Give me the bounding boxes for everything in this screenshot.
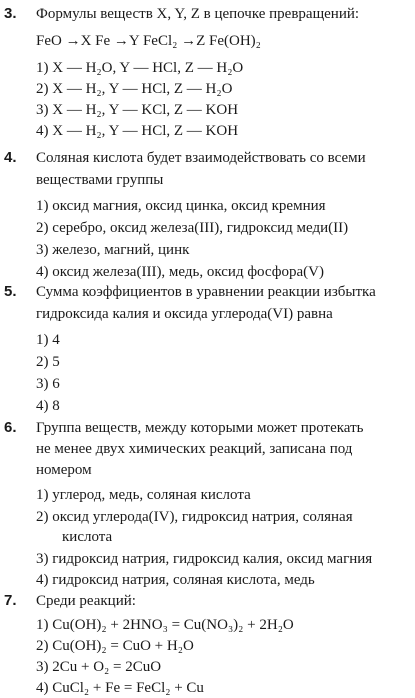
reaction-equation: 3) 2Cu + O₂ = 2CuO: [36, 659, 162, 675]
answer-option: 1) оксид магния, оксид цинка, оксид кремния: [36, 198, 326, 214]
answer-option: 1) углерод, медь, соляная кислота: [36, 487, 251, 503]
question-number: 5.: [4, 283, 17, 300]
question-stem: гидроксида калия и оксида углерода(VI) равна: [36, 306, 333, 322]
answer-option: 1) X — H₂O, Y — HCl, Z — H₂O: [36, 60, 244, 76]
answer-option: 3) X — H₂, Y — KCl, Z — KOH: [36, 102, 239, 118]
reaction-equation: 2) Cu(OH)₂ = CuO + H₂O: [36, 638, 194, 654]
answer-option: 2) оксид углерода(IV), гидроксид натрия, соляная: [36, 509, 353, 525]
question-number: 3.: [4, 5, 17, 22]
question-stem: номером: [36, 462, 92, 478]
answer-option: 2) X — H₂, Y — HCl, Z — H₂O: [36, 81, 233, 97]
reaction-equation: 4) CuCl₂ + Fe = FeCl₂ + Cu: [36, 680, 204, 696]
answer-option: 3) гидроксид натрия, гидроксид калия, оксид магния: [36, 551, 373, 567]
answer-option: 1) 4: [36, 332, 60, 348]
answer-option-continuation: кислота: [62, 529, 113, 545]
question-stem: веществами группы: [36, 172, 164, 188]
answer-option: 4) оксид железа(III), медь, оксид фосфора(V): [36, 264, 324, 280]
question-number: 7.: [4, 592, 17, 609]
question-stem: не менее двух химических реакций, записана под: [36, 441, 353, 457]
answer-option: 3) 6: [36, 376, 60, 392]
question-stem: Соляная кислота будет взаимодействовать со всеми: [36, 150, 366, 166]
answer-option: 4) гидроксид натрия, соляная кислота, медь: [36, 572, 315, 588]
answer-option: 2) серебро, оксид железа(III), гидроксид меди(II): [36, 220, 349, 236]
question-number: 4.: [4, 149, 17, 166]
answer-option: 4) 8: [36, 398, 60, 414]
transformation-scheme: FeO →X Fe →Y FeCl₂ →Z Fe(OH)₂: [36, 33, 261, 49]
answer-option: 4) X — H₂, Y — HCl, Z — KOH: [36, 123, 239, 139]
reaction-equation: 1) Cu(OH)₂ + 2HNO₃ = Cu(NO₃)₂ + 2H₂O: [36, 617, 294, 633]
answer-option: 2) 5: [36, 354, 60, 370]
question-stem: Группа веществ, между которыми может протекать: [36, 420, 364, 436]
question-stem: Формулы веществ X, Y, Z в цепочке превращений:: [36, 6, 360, 22]
question-number: 6.: [4, 419, 17, 436]
answer-option: 3) железо, магний, цинк: [36, 242, 190, 258]
question-stem: Сумма коэффициентов в уравнении реакции избытка: [36, 284, 376, 300]
question-stem: Среди реакций:: [36, 593, 136, 609]
